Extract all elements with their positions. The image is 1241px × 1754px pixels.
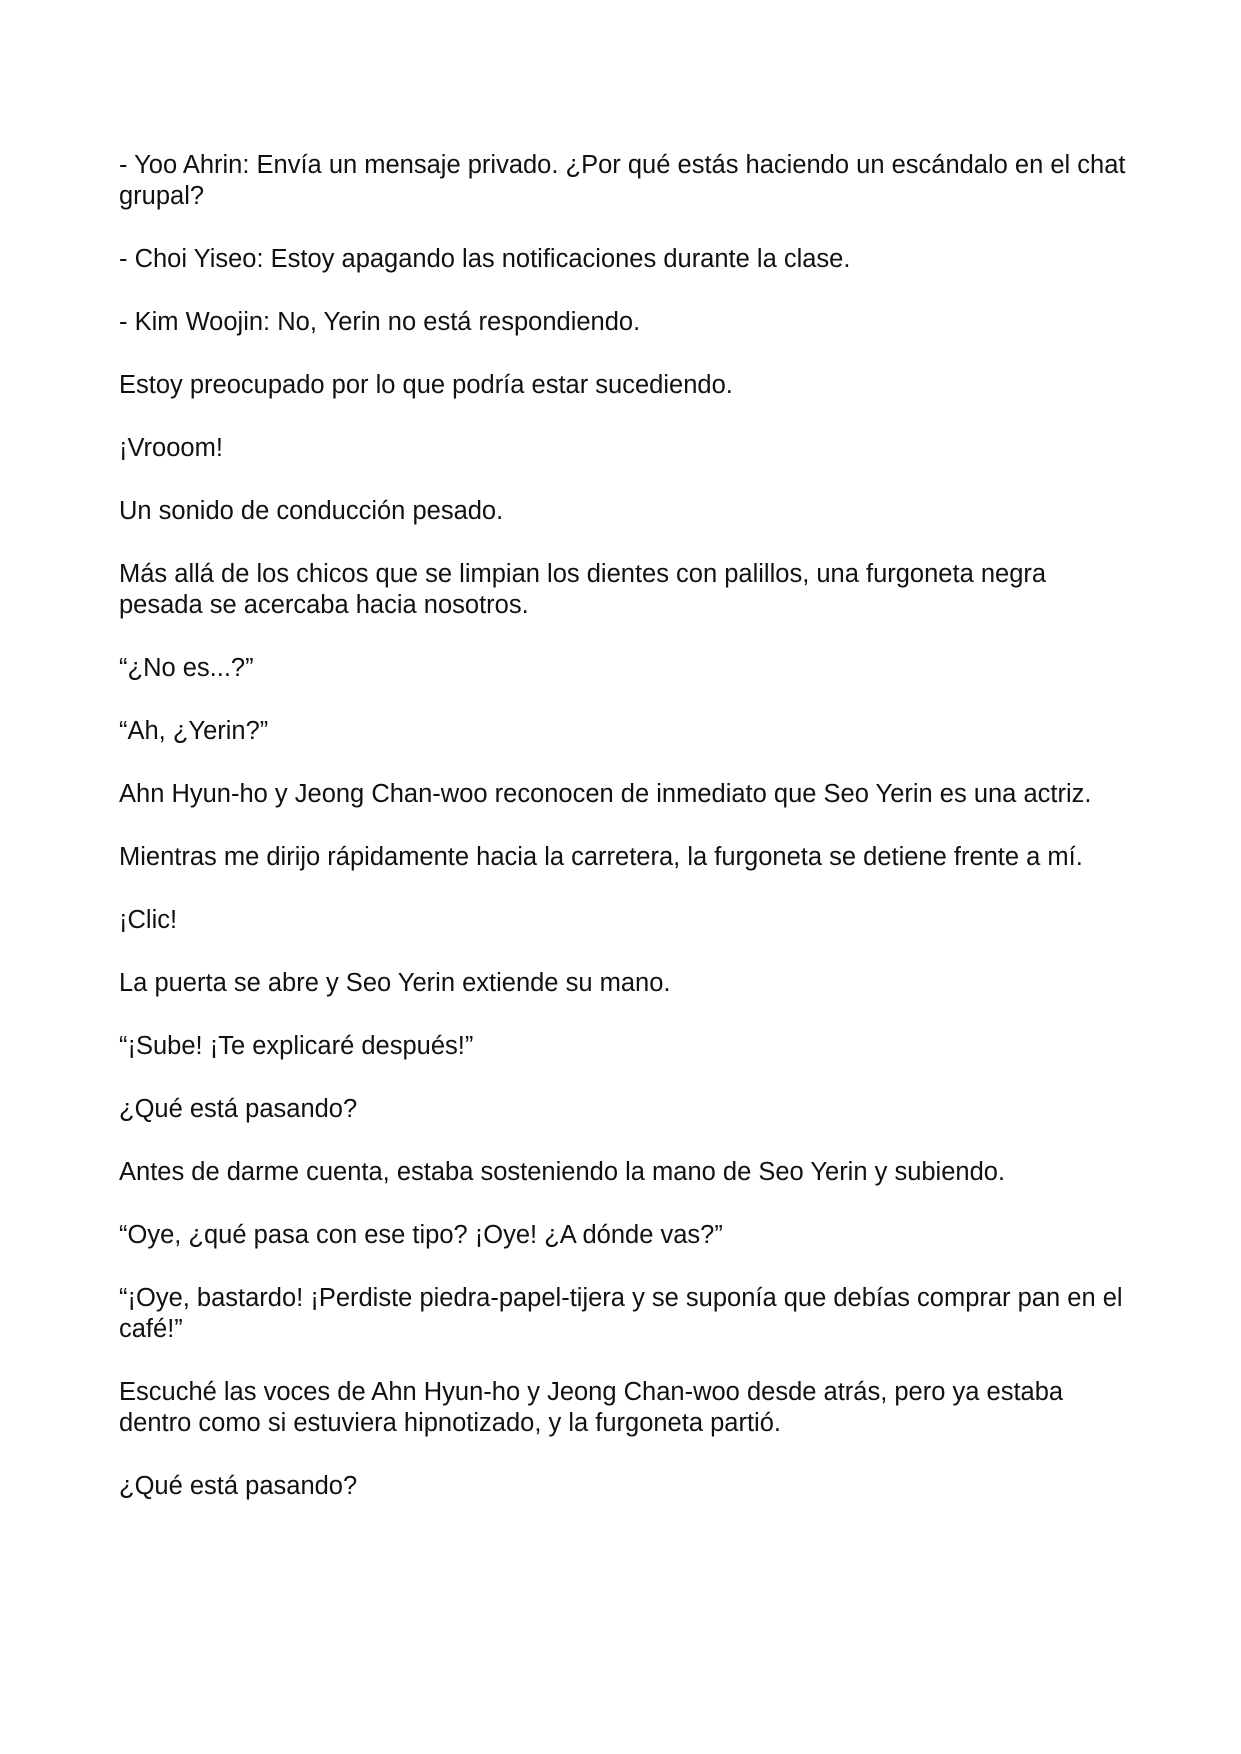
paragraph: La puerta se abre y Seo Yerin extiende su mano. xyxy=(119,969,671,997)
paragraph: “Ah, ¿Yerin?” xyxy=(119,717,269,745)
paragraph: - Kim Woojin: No, Yerin no está respondiendo. xyxy=(119,308,641,336)
paragraph: - Yoo Ahrin: Envía un mensaje privado. ¿Por qué estás haciendo un escándalo en el chat grupal? xyxy=(119,151,1126,210)
paragraph: “¡Sube! ¡Te explicaré después!” xyxy=(119,1032,474,1060)
paragraph: Antes de darme cuenta, estaba sosteniendo la mano de Seo Yerin y subiendo. xyxy=(119,1158,1006,1186)
document-body xyxy=(119,150,1129,1534)
paragraph: “Oye, ¿qué pasa con ese tipo? ¡Oye! ¿A dónde vas?” xyxy=(119,1221,723,1249)
paragraph: Más allá de los chicos que se limpian los dientes con palillos, una furgoneta negra pesada se acercaba hacia nosotros. xyxy=(119,560,1047,619)
paragraph: “¿No es...?” xyxy=(119,654,254,682)
paragraph: - Choi Yiseo: Estoy apagando las notificaciones durante la clase. xyxy=(119,245,851,273)
paragraph: Escuché las voces de Ahn Hyun-ho y Jeong Chan-woo desde atrás, pero ya estaba dentro como si estuviera hipnotizado, y la furgoneta partió. xyxy=(119,1378,1064,1437)
paragraph: ¡Vrooom! xyxy=(119,434,223,462)
paragraph: Estoy preocupado por lo que podría estar sucediendo. xyxy=(119,371,733,399)
paragraph: Un sonido de conducción pesado. xyxy=(119,497,504,525)
paragraph: Mientras me dirijo rápidamente hacia la carretera, la furgoneta se detiene frente a mí. xyxy=(119,843,1083,871)
paragraph: ¿Qué está pasando? xyxy=(119,1095,358,1123)
paragraph: ¿Qué está pasando? xyxy=(119,1472,358,1500)
paragraph: ¡Clic! xyxy=(119,906,178,934)
paragraph: “¡Oye, bastardo! ¡Perdiste piedra-papel-tijera y se suponía que debías comprar pan en el café!” xyxy=(119,1284,1123,1343)
paragraph: Ahn Hyun-ho y Jeong Chan-woo reconocen de inmediato que Seo Yerin es una actriz. xyxy=(119,780,1092,808)
